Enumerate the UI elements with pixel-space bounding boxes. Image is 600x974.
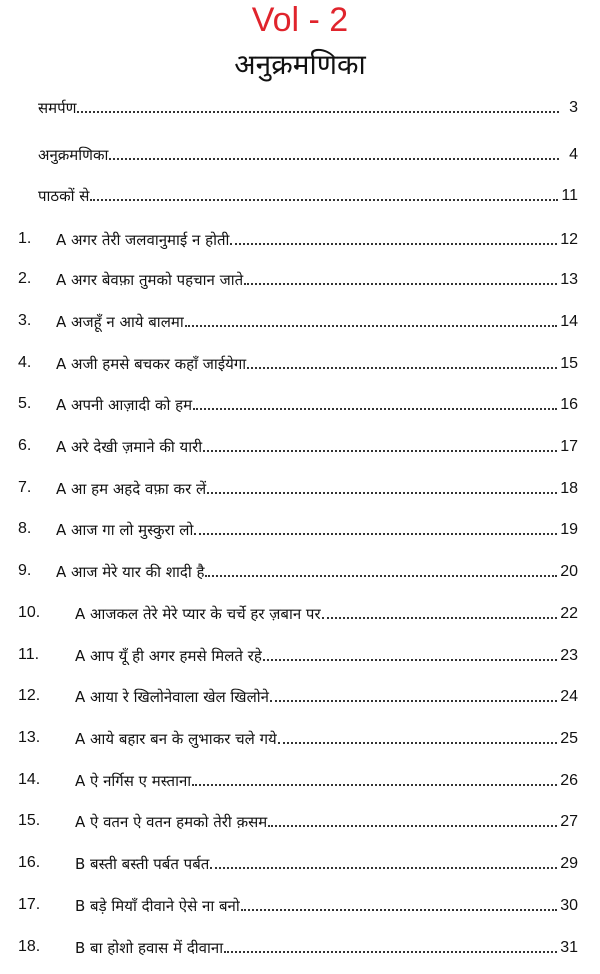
toc-leader-dots [90,198,558,201]
toc-row[interactable] [0,558,600,584]
toc-item-number: 1. [18,230,32,247]
toc-entry [38,186,578,206]
toc-entry [56,479,578,499]
toc-page-number: 12 [560,231,578,248]
toc-label: पाठकों से [38,187,90,205]
toc-item-number: 17. [18,896,41,913]
toc-label: A अजी हमसे बचकर कहाँ जाईयेगा [56,355,247,373]
toc-row[interactable] [0,182,600,208]
toc-leader-dots [109,157,559,160]
toc-label: A आजकल तेरे मेरे प्यार के चर्चे हर ज़बान पर [75,605,321,623]
toc-entry [56,395,578,415]
toc-page-number: 14 [560,313,578,330]
toc-leader-dots [241,908,557,911]
toc-item-number: 5. [18,395,32,412]
toc-item-number: 12. [18,687,41,704]
toc-entry [56,312,578,332]
toc-item-number: 18. [18,938,41,955]
toc-row[interactable] [0,141,600,167]
toc-item-number: 8. [18,520,32,537]
toc-item-number: 3. [18,312,32,329]
toc-page-number: 29 [560,855,578,872]
toc-page-number: 4 [569,146,578,163]
toc-label: A आये बहार बन के लुभाकर चले गये [75,730,277,748]
toc-leader-dots [247,366,557,369]
toc-page-number: 22 [560,605,578,622]
toc-entry [75,729,578,749]
toc-entry [56,437,578,457]
toc-row[interactable] [0,808,600,834]
toc-row[interactable] [0,475,600,501]
toc-label: A ऐ वतन ऐ वतन हमको तेरी क़सम [75,813,268,831]
toc-row[interactable] [0,516,600,542]
toc-item-number: 9. [18,562,32,579]
toc-row[interactable] [0,266,600,292]
toc-row[interactable] [0,725,600,751]
toc-leader-dots [207,491,557,494]
toc-leader-dots [185,324,557,327]
toc-leader-dots [203,449,557,452]
toc-page-number: 15 [560,355,578,372]
toc-page-number: 20 [560,563,578,580]
toc-label: A ऐ नर्गिस ए मस्ताना [75,772,192,790]
toc-label: A आया रे खिलोनेवाला खेल खिलोने [75,688,269,706]
toc-entry [38,98,578,118]
toc-leader-dots [77,110,559,113]
toc-page-number: 31 [560,939,578,956]
toc-row[interactable] [0,892,600,918]
toc-label: A आज मेरे यार की शादी है [56,563,205,581]
toc-row[interactable] [0,350,600,376]
toc-page-number: 25 [560,730,578,747]
toc-item-number: 14. [18,771,41,788]
toc-entry [56,562,578,582]
toc-entry [75,812,578,832]
toc-entry [56,520,578,540]
toc-page-number: 18 [560,480,578,497]
toc-entry [75,771,578,791]
toc-page-number: 30 [560,897,578,914]
toc-row[interactable] [0,308,600,334]
toc-page-number: 26 [560,772,578,789]
toc-page-number: 27 [560,813,578,830]
toc-leader-dots [192,783,557,786]
toc-entry [38,145,578,165]
toc-entry [75,854,578,874]
toc-leader-dots [268,824,557,827]
toc-item-number: 10. [18,604,41,621]
toc-row[interactable] [0,600,600,626]
toc-entry [56,270,578,290]
toc-entry [75,604,578,624]
toc-row[interactable] [0,391,600,417]
toc-row[interactable] [0,94,600,120]
toc-leader-dots [230,242,557,245]
toc-item-number: 4. [18,354,32,371]
page-heading: अनुक्रमणिका [234,48,366,81]
toc-row[interactable] [0,433,600,459]
toc-label: A आप यूँ ही अगर हमसे मिलते रहे [75,647,262,665]
toc-label: A अजहूँ न आये बालमा [56,313,184,331]
toc-label: समर्पण [38,99,77,117]
toc-page-number: 13 [560,271,578,288]
toc-page-number: 11 [561,187,578,204]
toc-row[interactable] [0,642,600,668]
toc-leader-dots [322,616,558,619]
toc-row[interactable] [0,683,600,709]
volume-title: Vol - 2 [251,1,349,39]
toc-page-number: 17 [560,438,578,455]
toc-leader-dots [210,866,557,869]
toc-item-number: 6. [18,437,32,454]
toc-label: A आ हम अहदे वफ़ा कर लें [56,480,207,498]
toc-label: अनुक्रमणिका [38,146,109,164]
toc-item-number: 2. [18,270,32,287]
toc-item-number: 15. [18,812,41,829]
toc-row[interactable] [0,226,600,252]
toc-label: A अरे देखी ज़माने की यारी [56,438,203,456]
toc-page-number: 23 [560,647,578,664]
toc-row[interactable] [0,767,600,793]
toc-label: B बस्ती बस्ती पर्बत पर्बत [75,855,210,873]
toc-label: A आज गा लो मुस्कुरा लो [56,521,194,539]
toc-row[interactable] [0,850,600,876]
toc-label: A अपनी आज़ादी को हम [56,396,193,414]
toc-leader-dots [224,950,557,953]
toc-leader-dots [194,532,557,535]
toc-label: B बड़े मियाँ दीवाने ऐसे ना बनो [75,897,240,915]
toc-item-number: 7. [18,479,32,496]
toc-entry [75,687,578,707]
toc-item-number: 13. [18,729,41,746]
toc-entry [75,938,578,958]
toc-entry [56,230,578,250]
toc-leader-dots [278,741,557,744]
toc-entry [75,646,578,666]
toc-leader-dots [205,574,557,577]
toc-leader-dots [244,282,557,285]
toc-leader-dots [263,658,557,661]
toc-page-number: 3 [569,99,578,116]
toc-leader-dots [193,407,557,410]
toc-row[interactable] [0,934,600,960]
toc-label: A अगर बेवफ़ा तुमको पहचान जाते [56,271,244,289]
toc-label: A अगर तेरी जलवानुमाई न होती [56,231,230,249]
toc-leader-dots [270,699,557,702]
toc-page-number: 19 [560,521,578,538]
toc-entry [56,354,578,374]
toc-item-number: 11. [18,646,40,663]
toc-item-number: 16. [18,854,41,871]
toc-label: B बा होशो हवास में दीवाना [75,939,224,957]
toc-page-number: 24 [560,688,578,705]
toc-entry [75,896,578,916]
toc-page-number: 16 [560,396,578,413]
